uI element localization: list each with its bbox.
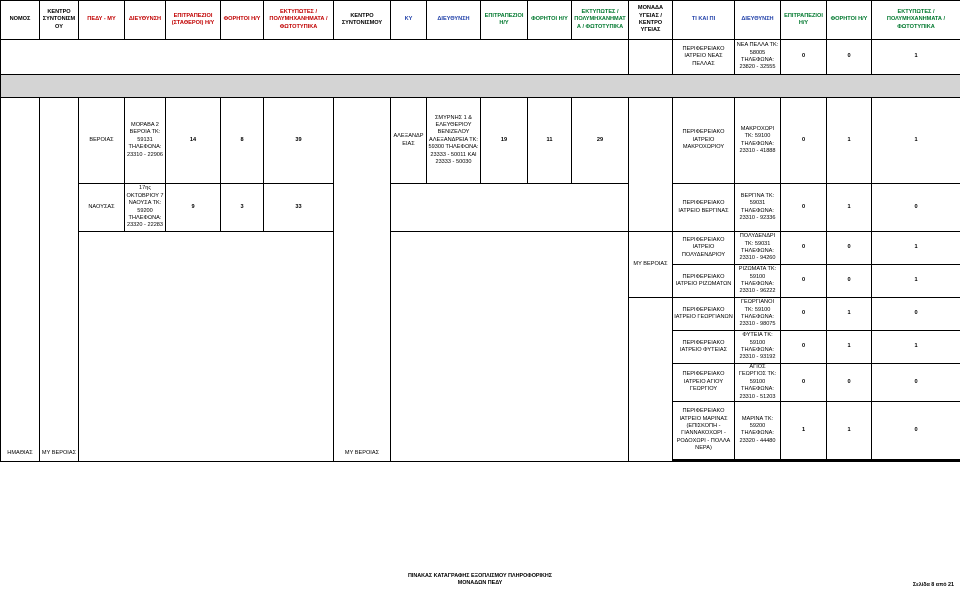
desktops-count: 0 — [781, 40, 827, 75]
desktops-count: 0 — [781, 364, 827, 402]
pedy-address: ΜΟΡΑΒΑ 2 ΒΕΡΟΙΑ ΤΚ: 59131 ΤΗΛΕΦΩΝΑ: 23310 - 22906 — [125, 98, 166, 184]
pedy-laptops: 8 — [221, 98, 264, 184]
unit-name: ΠΕΡΙΦΕΡΕΙΑΚΟ ΙΑΤΡΕΙΟ ΓΕΩΡΓΙΑΝΩΝ — [673, 298, 735, 331]
empty-cell — [1, 40, 629, 75]
unit-name: ΠΕΡΙΦΕΡΕΙΑΚΟ ΙΑΤΡΕΙΟ ΜΑΡΙΝΑΣ (ΕΠΙΣΚΟΠΗ - ΓΙΑΝΝΑΚΟΧΩΡΙ - ΡΟΔΟΧΩΡΙ - ΠΟΛΛΑ ΝΕΡΑ) — [673, 401, 735, 459]
unit-address: ΒΕΡΓΙΝΑ ΤΚ: 59031 ΤΗΛΕΦΩΝΑ: 23310 - 92336 — [735, 184, 781, 232]
header-cell: ΝΟΜΟΣ — [1, 1, 40, 40]
printers-count: 1 — [872, 40, 960, 75]
header-cell: ΕΠΙΤΡΑΠΕΖΙΟΙ Η/Υ — [781, 1, 827, 40]
header-cell: ΚΕΝΤΡΟ ΣΥΝΤΟΝΙΣΜΟΥ — [40, 1, 79, 40]
pedy-name: ΝΑΟΥΣΑΣ — [79, 184, 125, 232]
empty-cell — [391, 184, 629, 232]
unit-name: ΠΕΡΙΦΕΡΕΙΑΚΟ ΙΑΤΡΕΙΟ ΜΑΚΡΟΧΩΡΙΟΥ — [673, 98, 735, 184]
ky-printers: 29 — [572, 98, 629, 184]
laptops-count: 0 — [827, 232, 872, 265]
unit-address: ΡΙΖΩΜΑΤΑ ΤΚ: 59100 ΤΗΛΕΦΩΝΑ: 23310 - 96222 — [735, 265, 781, 298]
footer-title — [380, 573, 580, 587]
printers-count: 0 — [872, 401, 960, 459]
ky-laptops: 11 — [528, 98, 572, 184]
laptops-count: 1 — [827, 401, 872, 459]
pedy-desktops: 14 — [166, 98, 221, 184]
desktops-count: 0 — [781, 232, 827, 265]
empty-cell — [673, 460, 960, 461]
header-row — [1, 1, 960, 40]
header-cell: ΚΥ — [391, 1, 427, 40]
coord-center-cell: ΜΥ ΒΕΡΟΙΑΣ — [40, 98, 79, 462]
unit-name: ΠΕΡΙΦΕΡΕΙΑΚΟ ΙΑΤΡΕΙΟ ΦΥΤΕΙΑΣ — [673, 331, 735, 364]
desktops-count: 0 — [781, 298, 827, 331]
empty-cell — [629, 298, 673, 462]
pedy-name: ΒΕΡΟΙΑΣ — [79, 98, 125, 184]
laptops-count: 1 — [827, 184, 872, 232]
laptops-count: 1 — [827, 331, 872, 364]
unit-address: ΜΑΚΡΟΧΩΡΙ ΤΚ: 59100 ΤΗΛΕΦΩΝΑ: 23310 - 41888 — [735, 98, 781, 184]
footer-title-line2: ΜΟΝΑΔΩΝ ΠΕΔΥ — [457, 580, 503, 587]
unit-name: ΠΕΡΙΦΕΡΕΙΑΚΟ ΙΑΤΡΕΙΟ ΒΕΡΓΙΝΑΣ — [673, 184, 735, 232]
desktops-count: 0 — [781, 265, 827, 298]
unit-name: ΠΕΡΙΦΕΡΕΙΑΚΟ ΙΑΤΡΕΙΟ ΡΙΖΩΜΑΤΩΝ — [673, 265, 735, 298]
pedy-address: 17ης ΟΚΤΩΒΡΙΟΥ 7 ΝΑΟΥΣΑ ΤΚ: 59200 ΤΗΛΕΦΩΝΑ: 23320 - 22283 — [125, 184, 166, 232]
printers-count: 0 — [872, 298, 960, 331]
unit-name: ΠΕΡΙΦΕΡΕΙΑΚΟ ΙΑΤΡΕΙΟ ΑΓΙΟΥ ΓΕΩΡΓΙΟΥ — [673, 364, 735, 402]
unit-address: ΦΥΤΕΙΑ ΤΚ: 59100 ΤΗΛΕΦΩΝΑ: 23310 - 93192 — [735, 331, 781, 364]
desktops-count: 0 — [781, 184, 827, 232]
ky-name: ΑΛΕΞΑΝΔΡΕΙΑΣ — [391, 98, 427, 184]
unit-address: ΜΑΡΙΝΑ ΤΚ: 59200 ΤΗΛΕΦΩΝΑ: 23320 - 44480 — [735, 401, 781, 459]
pedy-printers: 33 — [264, 184, 334, 232]
unit-address: ΓΕΩΡΓΙΑΝΟΙ ΤΚ: 59100 ΤΗΛΕΦΩΝΑ: 23310 - 98075 — [735, 298, 781, 331]
empty-cell — [629, 98, 673, 232]
header-cell: ΦΟΡΗΤΟΙ Η/Υ — [827, 1, 872, 40]
pedy-laptops: 3 — [221, 184, 264, 232]
header-cell: ΔΙΕΥΘΥΝΣΗ — [427, 1, 481, 40]
printers-count: 0 — [872, 184, 960, 232]
unit-name: ΠΕΡΙΦΕΡΕΙΑΚΟ ΙΑΤΡΕΙΟ ΝΕΑΣ ΠΕΛΛΑΣ — [673, 40, 735, 75]
table-row — [1, 40, 960, 75]
header-cell: ΦΟΡΗΤΟΙ Η/Υ — [221, 1, 264, 40]
empty-cell — [629, 40, 673, 75]
ky-coord-center-cell: ΜΥ ΒΕΡΟΙΑΣ — [334, 98, 391, 462]
header-cell: ΜΟΝΑΔΑ ΥΓΕΙΑΣ / ΚΕΝΤΡΟ ΥΓΕΙΑΣ — [629, 1, 673, 40]
page-number: Σελίδα 8 από 21 — [912, 582, 954, 588]
empty-cell — [391, 232, 629, 462]
header-cell: ΕΚΤΥΠΩΤΕΣ / ΠΟΛΥΜΗΧΑΝΗΜΑΤΑ / ΦΩΤΟΤΥΠΙΚΑ — [572, 1, 629, 40]
footer-title-line1: ΠΙΝΑΚΑΣ ΚΑΤΑΓΡΑΦΗΣ ΕΞΟΠΛΙΣΜΟΥ ΠΛΗΡΟΦΟΡΙΚΗΣ — [407, 573, 553, 579]
laptops-count: 0 — [827, 265, 872, 298]
header-cell: ΕΠΙΤΡΑΠΕΖΙΟΙ Η/Υ — [481, 1, 528, 40]
printers-count: 0 — [872, 364, 960, 402]
laptops-count: 0 — [827, 40, 872, 75]
desktops-count: 0 — [781, 98, 827, 184]
printers-count: 1 — [872, 265, 960, 298]
desktops-count: 1 — [781, 401, 827, 459]
empty-cell — [79, 232, 334, 462]
laptops-count: 1 — [827, 298, 872, 331]
laptops-count: 0 — [827, 364, 872, 402]
unit-address: ΝΕΑ ΠΕΛΛΑ ΤΚ: 58005 ΤΗΛΕΦΩΝΑ: 23820 - 32555 — [735, 40, 781, 75]
header-cell: ΚΕΝΤΡΟ ΣΥΝΤΟΝΙΣΜΟΥ — [334, 1, 391, 40]
my-veroias-cell: ΜΥ ΒΕΡΟΙΑΣ — [629, 232, 673, 298]
nomos-cell: ΗΜΑΘΙΑΣ — [1, 98, 40, 462]
printers-count: 1 — [872, 98, 960, 184]
desktops-count: 0 — [781, 331, 827, 364]
header-cell: ΔΙΕΥΘΥΝΣΗ — [735, 1, 781, 40]
header-cell: ΠΕΔΥ - ΜΥ — [79, 1, 125, 40]
header-cell: ΕΚΤΥΠΩΤΕΣ / ΠΟΛΥΜΗΧΑΝΗΜΑΤΑ / ΦΩΤΟΤΥΠΙΚΑ — [264, 1, 334, 40]
header-cell: ΦΟΡΗΤΟΙ Η/Υ — [528, 1, 572, 40]
printers-count: 1 — [872, 331, 960, 364]
pedy-desktops: 9 — [166, 184, 221, 232]
ky-address: ΣΜΥΡΝΗΣ 1 & ΕΛΕΥΘΕΡΙΟΥ ΒΕΝΙΖΕΛΟΥ ΑΛΕΞΑΝΔΡΕΙΑ ΤΚ: 59300 ΤΗΛΕΦΩΝΑ: 23333 - 50011 ΚΑΙ 23333 - 50030 — [427, 98, 481, 184]
header-cell: ΔΙΕΥΘΥΝΣΗ — [125, 1, 166, 40]
separator-cell — [1, 75, 960, 98]
pedy-printers: 39 — [264, 98, 334, 184]
unit-address: ΠΟΛΥΔΕΝΔΡΙ ΤΚ: 59031 ΤΗΛΕΦΩΝΑ: 23310 - 94260 — [735, 232, 781, 265]
unit-address: ΑΓΙΟΣ ΓΕΩΡΓΙΟΣ ΤΚ: 59100 ΤΗΛΕΦΩΝΑ: 23310 - 51203 — [735, 364, 781, 402]
printers-count: 1 — [872, 232, 960, 265]
table-row — [1, 232, 960, 265]
header-cell: ΕΚΤΥΠΩΤΕΣ / ΠΟΛΥΜΗΧΑΝΗΜΑΤΑ / ΦΩΤΟΤΥΠΙΚΑ — [872, 1, 960, 40]
table-row — [1, 98, 960, 184]
laptops-count: 1 — [827, 98, 872, 184]
separator-row — [1, 75, 960, 98]
unit-name: ΠΕΡΙΦΕΡΕΙΑΚΟ ΙΑΤΡΕΙΟ ΠΟΛΥΔΕΝΔΡΙΟΥ — [673, 232, 735, 265]
header-cell: ΕΠΙΤΡΑΠΕΖΙΟΙ (ΣΤΑΘΕΡΟΙ) Η/Υ — [166, 1, 221, 40]
ky-desktops: 19 — [481, 98, 528, 184]
table-row — [1, 184, 960, 232]
header-cell: ΤΙ ΚΑΙ ΠΙ — [673, 1, 735, 40]
